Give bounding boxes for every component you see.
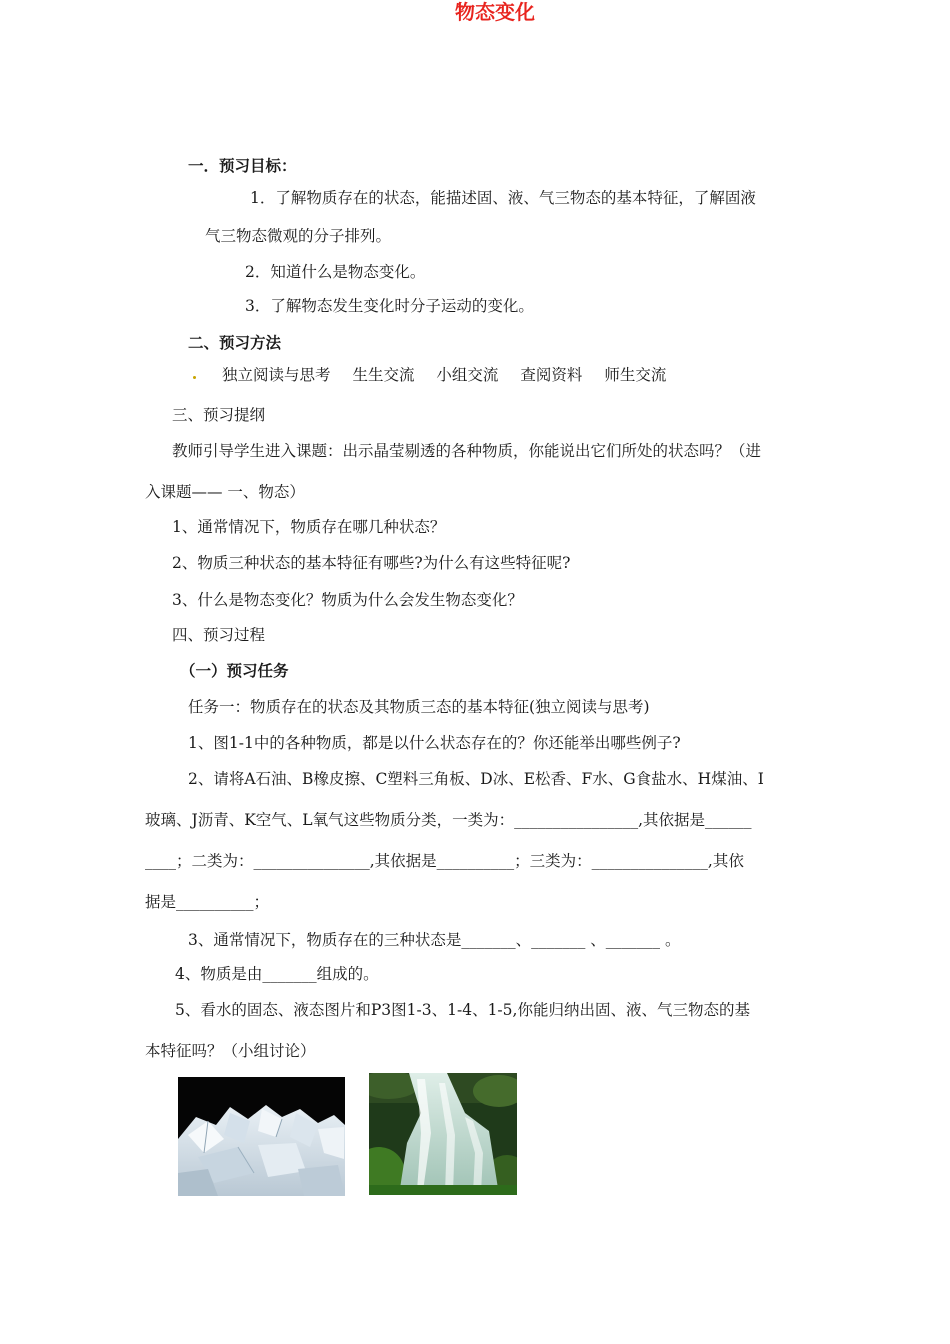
task-item-2-line-4: 据是__________； bbox=[145, 893, 270, 911]
task-item-3: 3、通常情况下，物质存在的三种状态是_______、_______ 、_______ 。 bbox=[188, 931, 681, 949]
task-item-2-line-2: 玻璃、J沥青、K空气、L氧气这些物质分类，一类为：________________,其依据是______ bbox=[145, 811, 752, 829]
task-item-2-line-1: 2、请将A石油、B橡皮擦、C塑料三角板、D冰、E松香、F水、G食盐水、H煤油、I bbox=[188, 770, 764, 788]
method-item: 小组交流 bbox=[436, 366, 499, 384]
goal-1-line-1: 1．了解物质存在的状态，能描述固、液、气三物态的基本特征，了解固液 bbox=[250, 189, 756, 207]
methods-list bbox=[222, 365, 683, 385]
task-item-5-line-2: 本特征吗？（小组讨论） bbox=[145, 1042, 316, 1060]
goal-2: 2．知道什么是物态变化。 bbox=[245, 263, 426, 281]
section-heading-process: 四、预习过程 bbox=[172, 626, 266, 644]
section-heading-goals: 一．预习目标： bbox=[188, 157, 297, 175]
waterfall-photo bbox=[369, 1073, 517, 1195]
method-item: 查阅资料 bbox=[520, 366, 583, 384]
section-heading-methods: 二、预习方法 bbox=[188, 334, 282, 352]
subsection-heading-tasks: （一）预习任务 bbox=[180, 662, 289, 680]
method-item: 生生交流 bbox=[352, 366, 415, 384]
goal-1-line-2: 气三物态微观的分子排列。 bbox=[205, 227, 392, 245]
task-item-2-line-3: ____；二类为：_______________,其依据是__________；三类为：_______________,其依 bbox=[145, 852, 744, 870]
goal-3: 3．了解物态发生变化时分子运动的变化。 bbox=[245, 297, 534, 315]
method-item: 独立阅读与思考 bbox=[222, 366, 331, 384]
outline-question-3: 3、什么是物态变化？物质为什么会发生物态变化？ bbox=[172, 591, 523, 609]
intro-line-2: 入课题—— 一、物态） bbox=[145, 483, 305, 501]
outline-question-2: 2、物质三种状态的基本特征有哪些?为什么有这些特征呢? bbox=[172, 554, 571, 572]
task-item-4: 4、物质是由_______组成的。 bbox=[175, 965, 379, 983]
method-item: 师生交流 bbox=[604, 366, 667, 384]
outline-question-1: 1、通常情况下，物质存在哪几种状态？ bbox=[172, 518, 446, 536]
section-heading-outline: 三、预习提纲 bbox=[172, 406, 266, 424]
ice-photo bbox=[178, 1077, 345, 1196]
task-item-1: 1、图1-1中的各种物质，都是以什么状态存在的？你还能举出哪些例子? bbox=[188, 734, 681, 752]
task-1-title: 任务一：物质存在的状态及其物质三态的基本特征(独立阅读与思考) bbox=[188, 698, 650, 716]
intro-line-1: 教师引导学生进入课题：出示晶莹剔透的各种物质，你能说出它们所处的状态吗？（进 bbox=[172, 442, 762, 460]
page-title: 物态变化 bbox=[455, 0, 535, 24]
task-item-5-line-1: 5、看水的固态、液态图片和P3图1-3、1-4、1-5,你能归纳出固、液、气三物态的基 bbox=[175, 1001, 750, 1019]
bullet-dot bbox=[193, 376, 196, 379]
